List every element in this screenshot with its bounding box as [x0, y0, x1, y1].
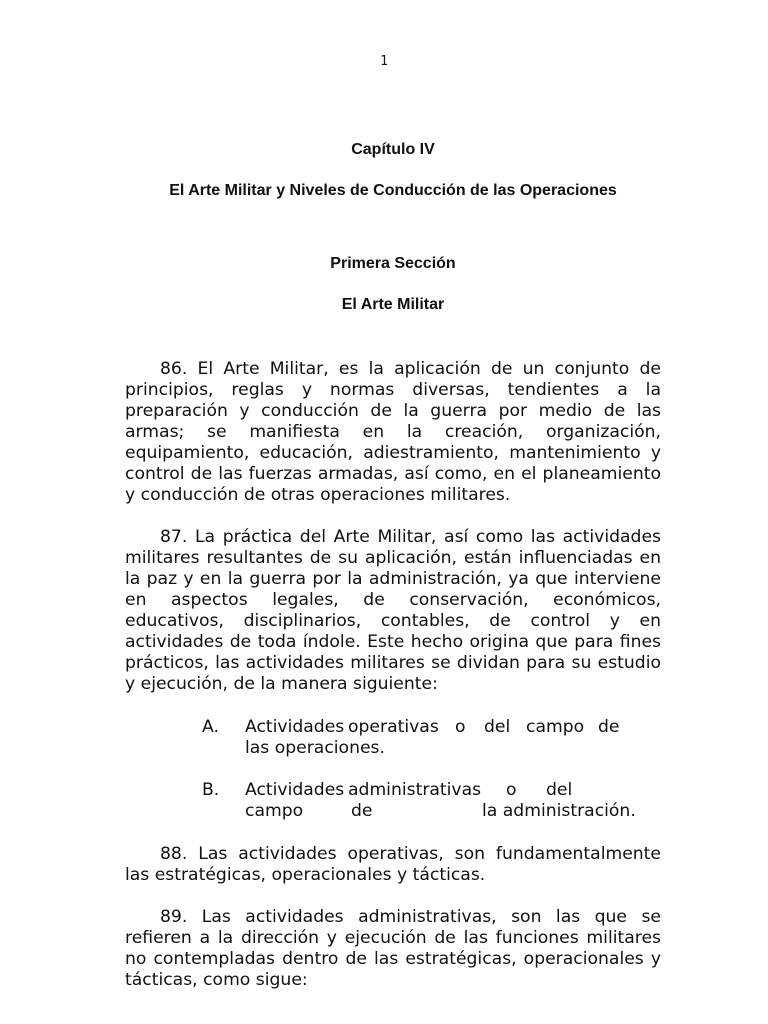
list-item-a-text	[245, 717, 665, 759]
list-item-a-word: operativas	[348, 717, 439, 737]
list-item-b-word: de	[351, 801, 373, 821]
list-item-b-word: administrativas	[348, 780, 482, 800]
list-item-a-word: Actividades	[245, 717, 345, 737]
paragraph-89: 89. Las actividades administrativas, son las que se refieren a la dirección y ejecución de las funciones militares no contempladas dentro de las estratégicas, operacionales y tácticas, como sigue:	[125, 907, 661, 990]
section-heading: Primera Sección	[330, 255, 456, 272]
list-item-b-word: campo	[245, 801, 304, 821]
chapter-title: El Arte Militar y Niveles de Conducción de las Operaciones	[169, 182, 617, 199]
list-item-b-word: del	[546, 780, 573, 800]
list-item-a-word: o	[455, 717, 466, 737]
list-item-a-letter: A.	[202, 717, 219, 737]
list-item-b-word: Actividades	[245, 780, 345, 800]
paragraph-87: 87. La práctica del Arte Militar, así como las actividades militares resultantes de su aplicación, están influenciadas en la paz y en la guerra por la administración, ya que interviene en aspectos legales, de conservación, económicos, educativos, disciplinarios, contables, de control y en actividades de toda índole. Este hecho origina que para fines prácticos, las actividades militares se dividan para su estudio y ejecución, de la manera siguiente:	[125, 527, 661, 694]
chapter-heading: Capítulo IV	[351, 141, 435, 158]
list-item-b-word: la administración.	[482, 801, 636, 821]
paragraph-86: 86. El Arte Militar, es la aplicación de un conjunto de principios, reglas y normas diversas, tendientes a la preparación y conducción de la guerra por medio de las armas; se manifiesta en la creación, organización, equipamiento, educación, adiestramiento, mantenimiento y control de las fuerzas armadas, así como, en el planeamiento y conducción de otras operaciones militares.	[125, 359, 661, 505]
list-item-a-word: campo	[526, 717, 585, 737]
list-item-a-word: de	[598, 717, 620, 737]
list-item-a-word: del	[484, 717, 511, 737]
list-item-b-letter: B.	[202, 780, 220, 800]
section-title: El Arte Militar	[341, 296, 445, 313]
paragraph-88: 88. Las actividades operativas, son fundamentalmente las estratégicas, operacionales y tácticas.	[125, 844, 661, 885]
list-item-a-line: las operaciones.	[245, 738, 385, 758]
page-number: 1	[380, 54, 388, 69]
list-item-b-text	[245, 780, 665, 822]
list-item-b-word: o	[506, 780, 517, 800]
